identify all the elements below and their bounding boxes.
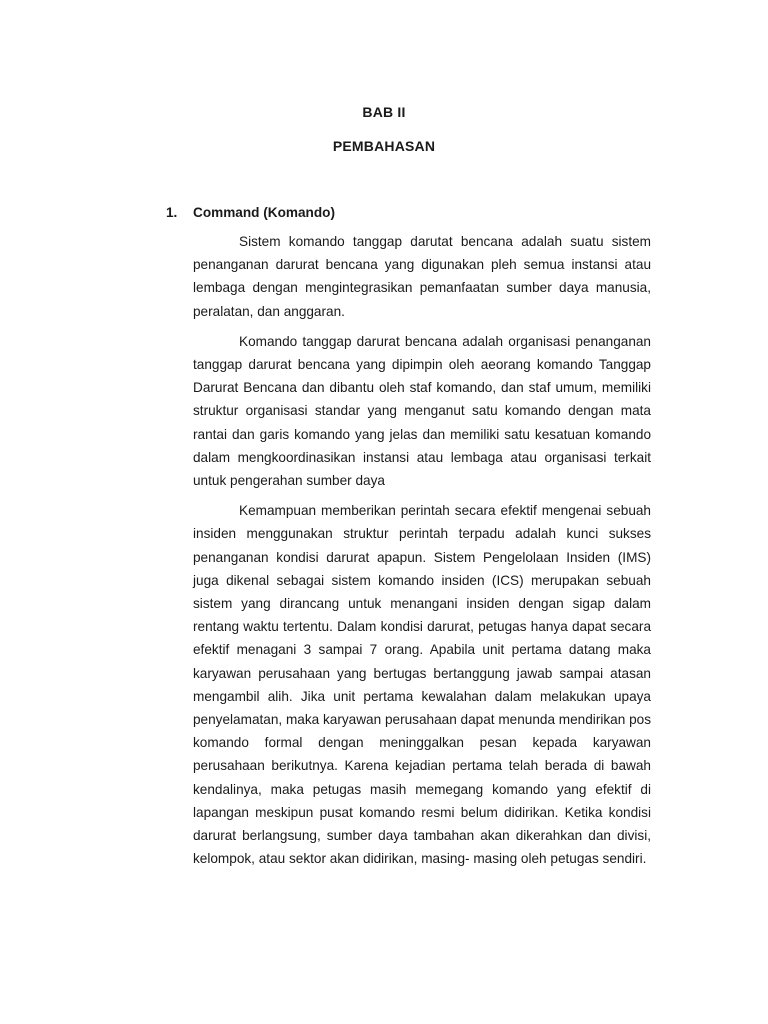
section-title: Command (Komando) bbox=[193, 205, 335, 220]
chapter-title: PEMBAHASAN bbox=[332, 138, 436, 154]
paragraph: Sistem komando tanggap darutat bencana adalah suatu sistem penanganan darurat bencana yang digunakan pleh semua instansi atau lembaga dengan mengintegrasikan pemanfaatan sumber daya manusia, peralatan, dan anggaran. bbox=[193, 234, 651, 319]
section-body bbox=[193, 230, 651, 877]
paragraph: Komando tanggap darurat bencana adalah organisasi penanganan tanggap darurat bencana yang dipimpin oleh aeorang komando Tanggap Darurat Bencana dan dibantu oleh staf komando, dan staf umum, memiliki struktur organisasi standar yang menganut satu komando dengan mata rantai dan garis komando yang jelas dan memiliki satu kesatuan komando dalam mengkoordinasikan instansi atau lembaga atau organisasi terkait untuk pengerahan sumber daya bbox=[193, 333, 651, 489]
paragraph: Kemampuan memberikan perintah secara efektif mengenai sebuah insiden menggunakan struktur perintah terpadu adalah kunci sukses penanganan kondisi darurat apapun. Sistem Pengelolaan Insiden (IMS) juga dikenal sebagai sistem komando insiden (ICS) merupakan sebuah sistem yang dirancang untuk menangani insiden dengan sigap dalam rentang waktu tertentu. Dalam kondisi darurat, petugas hanya dapat secara efektif menagani 3 sampai 7 orang. Apabila unit pertama datang maka karyawan perusahaan yang bertugas bertanggung jawab sampai atasan mengambil alih. Jika unit pertama kewalahan dalam melakukan upaya penyelamatan, maka karyawan perusahaan dapat menunda mendirikan pos komando formal dengan meninggalkan pesan kepada karyawan perusahaan berikutnya. Karena kejadian pertama telah berada di bawah kendalinya, maka petugas masih memegang komando yang efektif di lapangan meskipun pusat komando resmi belum didirikan. Ketika kondisi darurat berlangsung, sumber daya tambahan akan dikerahkan dan divisi, kelompok, atau sektor akan didirikan, masing- masing oleh petugas sendiri. bbox=[193, 503, 651, 867]
section-number: 1. bbox=[166, 205, 178, 220]
chapter-number: BAB II bbox=[362, 104, 406, 120]
section-heading bbox=[166, 205, 335, 220]
